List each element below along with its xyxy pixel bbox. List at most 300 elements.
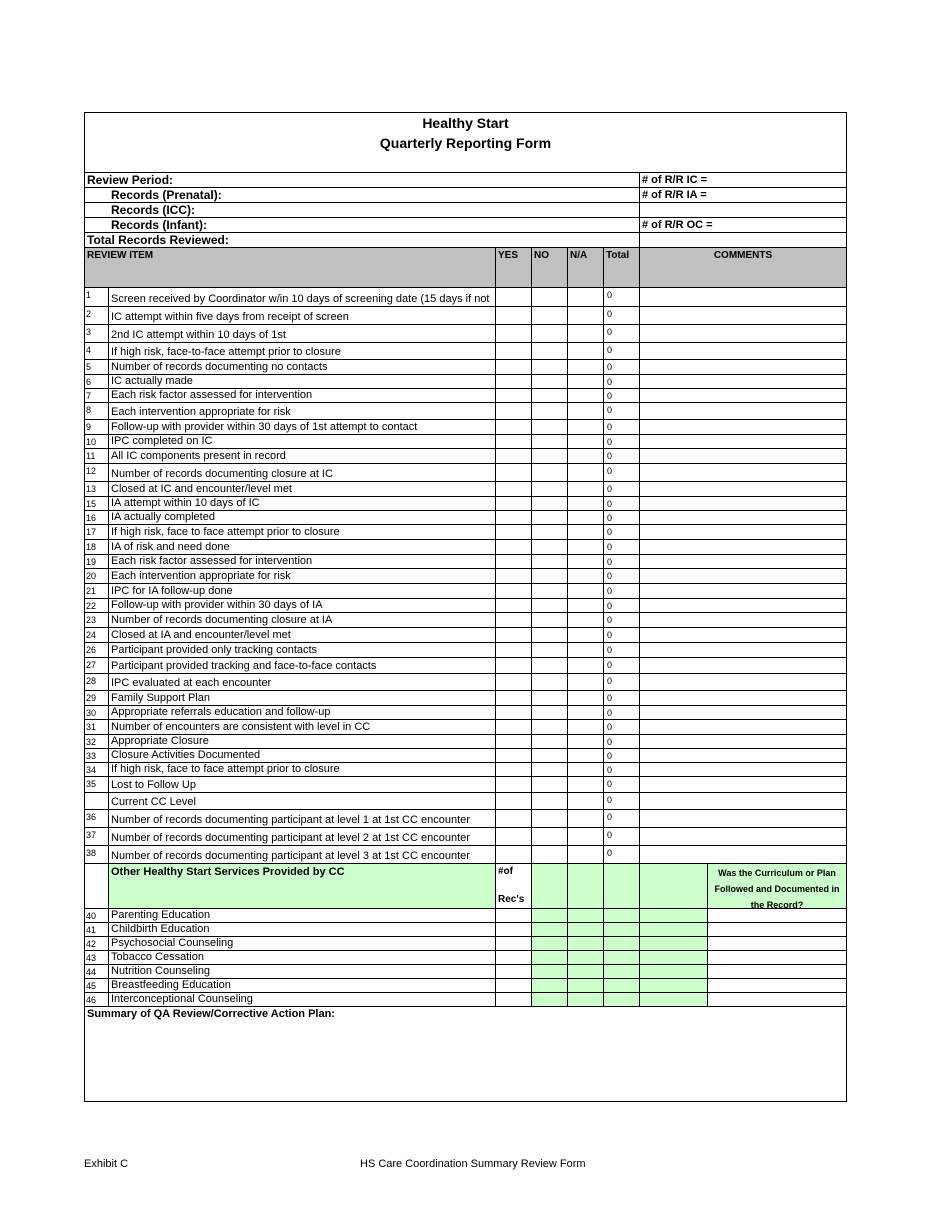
total-cell: 0 (603, 325, 639, 342)
recs-count-cell[interactable] (495, 909, 531, 922)
item-text: IC actually made (108, 375, 495, 388)
green-cell (567, 909, 603, 922)
yes-cell[interactable] (495, 464, 531, 481)
table-row (85, 510, 846, 524)
comments-cell[interactable] (639, 464, 846, 481)
table-row (85, 481, 846, 496)
table-row (85, 705, 846, 719)
yes-cell[interactable] (495, 288, 531, 306)
recs-count-cell[interactable] (495, 937, 531, 950)
total-cell: 0 (603, 482, 639, 496)
na-cell[interactable] (567, 555, 603, 568)
na-cell[interactable] (567, 449, 603, 463)
na-cell[interactable] (567, 828, 603, 845)
green-cell (603, 951, 639, 964)
item-number: 2 (86, 309, 92, 319)
item-number: 8 (86, 405, 92, 415)
item-number: 24 (86, 630, 97, 640)
item-number: 33 (86, 751, 97, 761)
comments-cell[interactable] (639, 658, 846, 673)
yes-cell[interactable] (495, 525, 531, 539)
total-cell: 0 (603, 464, 639, 481)
na-cell[interactable] (567, 497, 603, 510)
no-cell[interactable] (531, 674, 567, 690)
total-cell: 0 (603, 599, 639, 612)
no-cell[interactable] (531, 511, 567, 524)
item-text: If high risk, face to face attempt prior to closure (108, 525, 495, 539)
yes-cell[interactable] (495, 613, 531, 627)
yes-cell[interactable] (495, 403, 531, 419)
comments-cell[interactable] (639, 449, 846, 463)
comments-cell[interactable] (639, 569, 846, 583)
comments-cell[interactable] (639, 599, 846, 612)
item-number: 28 (86, 676, 97, 686)
no-cell[interactable] (531, 777, 567, 792)
no-cell[interactable] (531, 464, 567, 481)
service-row (85, 936, 846, 950)
yes-cell[interactable] (495, 307, 531, 324)
total-cell: 0 (603, 511, 639, 524)
summary-label: Summary of QA Review/Corrective Action Plan: (87, 1008, 335, 1020)
no-cell[interactable] (531, 658, 567, 673)
no-cell[interactable] (531, 449, 567, 463)
no-cell[interactable] (531, 599, 567, 612)
curriculum-answer-cell[interactable] (707, 993, 846, 1006)
na-cell[interactable] (567, 389, 603, 402)
na-cell[interactable] (567, 420, 603, 434)
na-cell[interactable] (567, 735, 603, 748)
item-number: 37 (86, 830, 97, 840)
no-cell[interactable] (531, 288, 567, 306)
green-cell (567, 965, 603, 978)
comments-cell[interactable] (639, 810, 846, 827)
yes-cell[interactable] (495, 497, 531, 510)
no-cell[interactable] (531, 628, 567, 642)
yes-cell[interactable] (495, 749, 531, 762)
no-cell[interactable] (531, 403, 567, 419)
green-cell (531, 923, 567, 936)
no-cell[interactable] (531, 569, 567, 583)
comments-cell[interactable] (639, 403, 846, 419)
service-number: 46 (86, 995, 97, 1005)
yes-cell[interactable] (495, 628, 531, 642)
comments-cell[interactable] (639, 343, 846, 359)
table-row (85, 324, 846, 342)
item-text: Follow-up with provider within 30 days of IA (108, 599, 495, 612)
item-text: Participant provided only tracking contacts (108, 643, 495, 657)
table-row (85, 496, 846, 510)
total-cell: 0 (603, 307, 639, 324)
header-no: NO (531, 248, 567, 287)
no-cell[interactable] (531, 735, 567, 748)
yes-cell[interactable] (495, 643, 531, 657)
yes-cell[interactable] (495, 325, 531, 342)
total-cell: 0 (603, 288, 639, 306)
yes-cell[interactable] (495, 793, 531, 809)
item-number (86, 793, 108, 809)
no-cell[interactable] (531, 389, 567, 402)
comments-cell[interactable] (639, 628, 846, 642)
yes-cell[interactable] (495, 720, 531, 734)
na-cell[interactable] (567, 674, 603, 690)
no-cell[interactable] (531, 343, 567, 359)
service-name: Childbirth Education (108, 923, 495, 936)
green-cell (603, 937, 639, 950)
na-cell[interactable] (567, 307, 603, 324)
table-row (85, 776, 846, 792)
item-number: 9 (86, 422, 92, 432)
total-cell: 0 (603, 375, 639, 388)
curriculum-answer-cell[interactable] (707, 923, 846, 936)
na-cell[interactable] (567, 777, 603, 792)
table-row (85, 554, 846, 568)
service-name: Psychosocial Counseling (108, 937, 495, 950)
green-cell (603, 965, 639, 978)
na-cell[interactable] (567, 749, 603, 762)
item-text: Number of records documenting participant at level 3 at 1st CC encounter (108, 846, 495, 863)
comments-cell[interactable] (639, 389, 846, 402)
curriculum-answer-cell[interactable] (707, 937, 846, 950)
no-cell[interactable] (531, 482, 567, 496)
yes-cell[interactable] (495, 828, 531, 845)
item-text: Each intervention appropriate for risk (108, 569, 495, 583)
na-cell[interactable] (567, 628, 603, 642)
table-row (85, 374, 846, 388)
comments-cell[interactable] (639, 540, 846, 554)
yes-cell[interactable] (495, 691, 531, 705)
total-cell: 0 (603, 569, 639, 583)
total-cell: 0 (603, 525, 639, 539)
na-cell[interactable] (567, 482, 603, 496)
no-cell[interactable] (531, 435, 567, 448)
na-cell[interactable] (567, 325, 603, 342)
table-row (85, 690, 846, 705)
no-cell[interactable] (531, 525, 567, 539)
item-number: 20 (86, 571, 97, 581)
comments-cell[interactable] (639, 691, 846, 705)
no-cell[interactable] (531, 720, 567, 734)
records-infant-label: Records (Infant): (111, 219, 207, 232)
item-text: Number of records documenting participant at level 2 at 1st CC encounter (108, 828, 495, 845)
form-subtitle: Quarterly Reporting Form (379, 135, 552, 151)
yes-cell[interactable] (495, 360, 531, 374)
table-row (85, 734, 846, 748)
rr-ia-label: # of R/R IA = (639, 188, 846, 202)
no-cell[interactable] (531, 540, 567, 554)
total-records-row (85, 232, 846, 247)
service-name: Interconceptional Counseling (108, 993, 495, 1006)
yes-cell[interactable] (495, 706, 531, 719)
no-cell[interactable] (531, 749, 567, 762)
na-cell[interactable] (567, 706, 603, 719)
total-cell: 0 (603, 720, 639, 734)
item-number: 17 (86, 527, 97, 537)
comments-cell[interactable] (639, 777, 846, 792)
yes-cell[interactable] (495, 584, 531, 598)
no-cell[interactable] (531, 763, 567, 776)
item-text: Number of records documenting closure at IC (108, 464, 495, 481)
item-number: 36 (86, 812, 97, 822)
na-cell[interactable] (567, 720, 603, 734)
table-row (85, 719, 846, 734)
green-cell (567, 937, 603, 950)
green-cell (567, 864, 603, 908)
na-cell[interactable] (567, 569, 603, 583)
no-cell[interactable] (531, 584, 567, 598)
na-cell[interactable] (567, 360, 603, 374)
table-row (85, 673, 846, 690)
comments-cell[interactable] (639, 613, 846, 627)
yes-cell[interactable] (495, 674, 531, 690)
header-review-item: REVIEW ITEM (87, 250, 154, 261)
comments-cell[interactable] (639, 482, 846, 496)
comments-cell[interactable] (639, 793, 846, 809)
na-cell[interactable] (567, 658, 603, 673)
comments-cell[interactable] (639, 435, 846, 448)
total-records-label: Total Records Reviewed: (87, 234, 229, 247)
yes-cell[interactable] (495, 658, 531, 673)
no-cell[interactable] (531, 555, 567, 568)
item-number: 35 (86, 779, 97, 789)
no-cell[interactable] (531, 497, 567, 510)
table-row (85, 287, 846, 306)
green-cell (603, 993, 639, 1006)
comments-cell[interactable] (639, 360, 846, 374)
table-row (85, 402, 846, 419)
total-cell: 0 (603, 735, 639, 748)
green-cell (639, 864, 707, 908)
yes-cell[interactable] (495, 846, 531, 863)
table-row (85, 809, 846, 827)
item-text: Current CC Level (108, 793, 495, 809)
header-comments: COMMENTS (639, 248, 846, 287)
recs-count-cell[interactable] (495, 993, 531, 1006)
item-text: IA actually completed (108, 511, 495, 524)
comments-cell[interactable] (639, 706, 846, 719)
item-text: If high risk, face-to-face attempt prior to closure (108, 343, 495, 359)
item-number: 22 (86, 601, 97, 611)
recs-count-cell[interactable] (495, 979, 531, 992)
na-cell[interactable] (567, 435, 603, 448)
na-cell[interactable] (567, 613, 603, 627)
item-text: IA of risk and need done (108, 540, 495, 554)
item-text: Appropriate Closure (108, 735, 495, 748)
item-text: Number of records documenting closure at IA (108, 613, 495, 627)
total-cell: 0 (603, 674, 639, 690)
curriculum-answer-cell[interactable] (707, 951, 846, 964)
na-cell[interactable] (567, 540, 603, 554)
table-row (85, 642, 846, 657)
service-row (85, 908, 846, 922)
na-cell[interactable] (567, 511, 603, 524)
comments-cell[interactable] (639, 763, 846, 776)
item-text: Number of records documenting participant at level 1 at 1st CC encounter (108, 810, 495, 827)
yes-cell[interactable] (495, 777, 531, 792)
no-cell[interactable] (531, 360, 567, 374)
green-cell (639, 979, 707, 992)
na-cell[interactable] (567, 375, 603, 388)
no-cell[interactable] (531, 643, 567, 657)
na-cell[interactable] (567, 403, 603, 419)
no-cell[interactable] (531, 691, 567, 705)
table-row (85, 612, 846, 627)
comments-cell[interactable] (639, 288, 846, 306)
item-text: Number of encounters are consistent with level in CC (108, 720, 495, 734)
service-name: Tobacco Cessation (108, 951, 495, 964)
yes-cell[interactable] (495, 540, 531, 554)
na-cell[interactable] (567, 599, 603, 612)
comments-cell[interactable] (639, 720, 846, 734)
table-row (85, 306, 846, 324)
green-cell (567, 993, 603, 1006)
comments-cell[interactable] (639, 525, 846, 539)
item-number: 21 (86, 586, 97, 596)
service-row (85, 950, 846, 964)
comments-cell[interactable] (639, 375, 846, 388)
na-cell[interactable] (567, 584, 603, 598)
na-cell[interactable] (567, 343, 603, 359)
yes-cell[interactable] (495, 449, 531, 463)
total-cell: 0 (603, 449, 639, 463)
comments-cell[interactable] (639, 511, 846, 524)
item-number: 32 (86, 737, 97, 747)
comments-cell[interactable] (639, 643, 846, 657)
recs-count-cell[interactable] (495, 951, 531, 964)
table-header (85, 247, 846, 287)
comments-cell[interactable] (639, 846, 846, 863)
total-cell: 0 (603, 777, 639, 792)
no-cell[interactable] (531, 846, 567, 863)
green-cell (639, 923, 707, 936)
item-number: 3 (86, 327, 92, 337)
service-number: 41 (86, 925, 97, 935)
na-cell[interactable] (567, 464, 603, 481)
yes-cell[interactable] (495, 435, 531, 448)
yes-cell[interactable] (495, 375, 531, 388)
green-cell (531, 864, 567, 908)
item-number: 6 (86, 377, 92, 387)
no-cell[interactable] (531, 613, 567, 627)
item-text: Lost to Follow Up (108, 777, 495, 792)
no-cell[interactable] (531, 793, 567, 809)
item-number: 16 (86, 513, 97, 523)
green-cell (567, 923, 603, 936)
total-cell: 0 (603, 389, 639, 402)
item-text: Closed at IC and encounter/level met (108, 482, 495, 496)
recs-count-cell[interactable] (495, 923, 531, 936)
yes-cell[interactable] (495, 810, 531, 827)
yes-cell[interactable] (495, 420, 531, 434)
table-row (85, 762, 846, 776)
quarterly-reporting-form (84, 112, 847, 1102)
na-cell[interactable] (567, 763, 603, 776)
item-text: Appropriate referrals education and follow-up (108, 706, 495, 719)
service-row (85, 992, 846, 1006)
comments-cell[interactable] (639, 555, 846, 568)
na-cell[interactable] (567, 525, 603, 539)
na-cell[interactable] (567, 846, 603, 863)
curriculum-answer-cell[interactable] (707, 979, 846, 992)
form-title: Healthy Start (422, 115, 509, 131)
item-text: Closed at IA and encounter/level met (108, 628, 495, 642)
total-cell: 0 (603, 643, 639, 657)
yes-cell[interactable] (495, 389, 531, 402)
na-cell[interactable] (567, 793, 603, 809)
total-cell: 0 (603, 810, 639, 827)
green-cell (567, 979, 603, 992)
comments-cell[interactable] (639, 584, 846, 598)
na-cell[interactable] (567, 810, 603, 827)
curriculum-line-2: Followed and Documented in (714, 884, 840, 894)
comments-cell[interactable] (639, 674, 846, 690)
table-row (85, 583, 846, 598)
item-text: If high risk, face to face attempt prior to closure (108, 763, 495, 776)
curriculum-answer-cell[interactable] (707, 909, 846, 922)
total-cell: 0 (603, 540, 639, 554)
item-text: Participant provided tracking and face-to-face contacts (108, 658, 495, 673)
comments-cell[interactable] (639, 828, 846, 845)
recs-count-cell[interactable] (495, 965, 531, 978)
item-text: IA attempt within 10 days of IC (108, 497, 495, 510)
item-text: Follow-up with provider within 30 days of 1st attempt to contact (108, 420, 495, 434)
comments-cell[interactable] (639, 420, 846, 434)
yes-cell[interactable] (495, 735, 531, 748)
na-cell[interactable] (567, 691, 603, 705)
total-cell: 0 (603, 658, 639, 673)
comments-cell[interactable] (639, 307, 846, 324)
item-number: 19 (86, 557, 97, 567)
no-cell[interactable] (531, 828, 567, 845)
no-cell[interactable] (531, 375, 567, 388)
yes-cell[interactable] (495, 599, 531, 612)
item-number: 12 (86, 466, 97, 476)
no-cell[interactable] (531, 706, 567, 719)
item-number: 30 (86, 708, 97, 718)
comments-cell[interactable] (639, 735, 846, 748)
na-cell[interactable] (567, 643, 603, 657)
no-cell[interactable] (531, 810, 567, 827)
yes-cell[interactable] (495, 482, 531, 496)
table-row (85, 539, 846, 554)
green-cell (531, 993, 567, 1006)
yes-cell[interactable] (495, 763, 531, 776)
yes-cell[interactable] (495, 343, 531, 359)
yes-cell[interactable] (495, 511, 531, 524)
service-number: 44 (86, 967, 97, 977)
curriculum-answer-cell[interactable] (707, 965, 846, 978)
comments-cell[interactable] (639, 749, 846, 762)
item-number: 15 (86, 499, 97, 509)
table-row (85, 845, 846, 863)
item-number: 13 (86, 484, 97, 494)
no-cell[interactable] (531, 325, 567, 342)
table-row (85, 524, 846, 539)
yes-cell[interactable] (495, 569, 531, 583)
no-cell[interactable] (531, 420, 567, 434)
total-cell: 0 (603, 584, 639, 598)
item-number: 4 (86, 345, 92, 355)
no-cell[interactable] (531, 307, 567, 324)
item-number: 29 (86, 693, 97, 703)
total-cell: 0 (603, 828, 639, 845)
na-cell[interactable] (567, 288, 603, 306)
yes-cell[interactable] (495, 555, 531, 568)
comments-cell[interactable] (639, 325, 846, 342)
table-row (85, 463, 846, 481)
records-infant-row (85, 217, 846, 232)
total-cell: 0 (603, 628, 639, 642)
comments-cell[interactable] (639, 497, 846, 510)
